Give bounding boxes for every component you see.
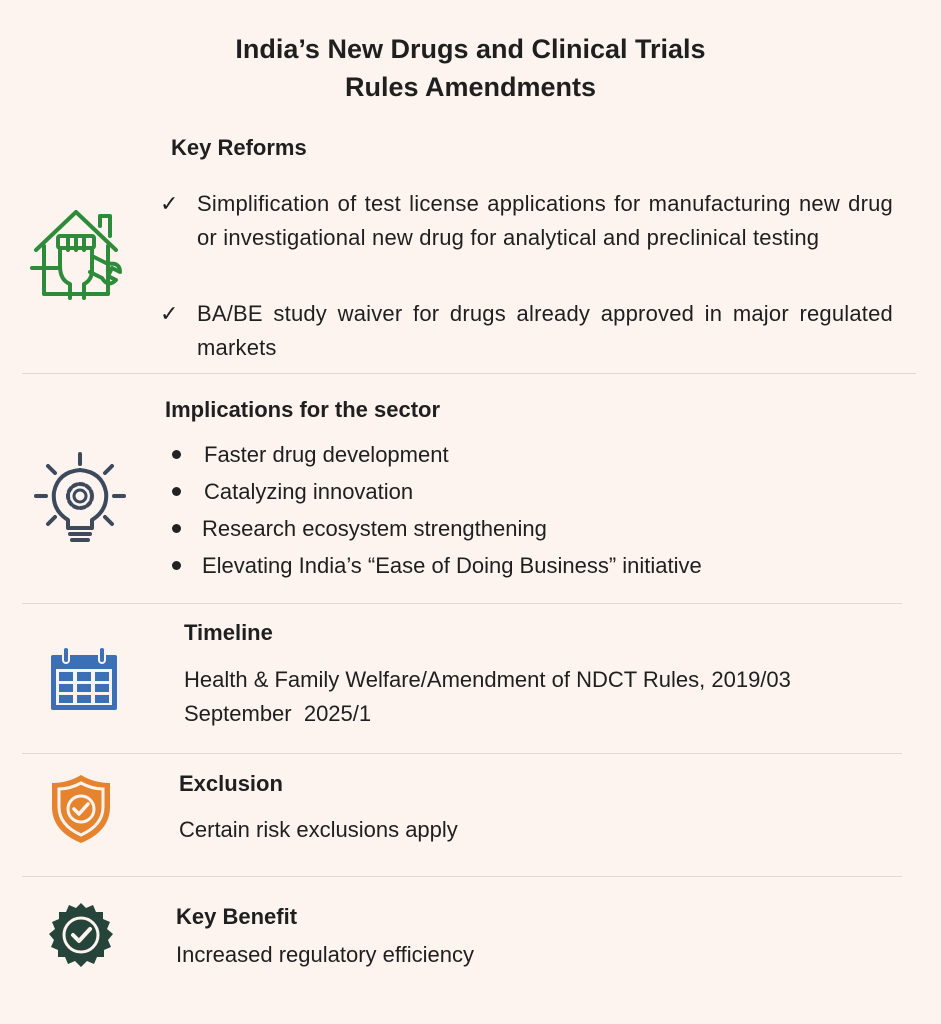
implication-text: Faster drug development [204, 442, 449, 467]
bullet-icon [172, 450, 181, 459]
page-title-line-1: India’s New Drugs and Clinical Trials [235, 34, 706, 64]
exclusion-text: Certain risk exclusions apply [179, 817, 458, 842]
lightbulb-gear-icon [34, 452, 126, 548]
house-fist-wrench-icon [28, 206, 124, 302]
badge-check-icon [47, 902, 115, 970]
calendar-icon [50, 645, 118, 711]
key-reform-item [160, 297, 893, 365]
implication-item [172, 549, 702, 583]
implication-item [172, 438, 449, 472]
implication-text: Elevating India’s “Ease of Doing Business” initiative [202, 553, 702, 578]
implication-item [172, 475, 413, 509]
section-divider [22, 373, 916, 374]
exclusion-heading: Exclusion [179, 771, 283, 796]
key-reform-text: Simplification of test license applications for manufacturing new drug or investigational new drug for analytical and preclinical testing [197, 191, 893, 250]
bullet-icon [172, 561, 181, 570]
key-reform-text: BA/BE study waiver for drugs already approved in major regulated markets [197, 301, 893, 360]
timeline-line-1: Health & Family Welfare/Amendment of NDCT Rules, 2019/03 [184, 667, 791, 692]
timeline-line-2: September 2025/1 [184, 701, 372, 726]
timeline-heading: Timeline [184, 620, 273, 645]
implication-item [172, 512, 547, 546]
checkmark-icon: ✓ [160, 301, 179, 326]
key-reform-item [160, 187, 893, 255]
key-benefit-heading: Key Benefit [176, 904, 298, 929]
section-divider [22, 603, 902, 604]
implication-text: Research ecosystem strengthening [202, 516, 547, 541]
bullet-icon [172, 487, 181, 496]
bullet-icon [172, 524, 181, 533]
section-divider [22, 876, 902, 877]
checkmark-icon: ✓ [160, 191, 179, 216]
page-title-line-2: Rules Amendments [344, 72, 597, 102]
key-benefit-text: Increased regulatory efficiency [176, 942, 474, 967]
implications-heading: Implications for the sector [165, 397, 441, 422]
implication-text: Catalyzing innovation [204, 479, 414, 504]
section-divider [22, 753, 902, 754]
key-reforms-heading: Key Reforms [171, 135, 307, 160]
shield-check-icon [50, 773, 112, 845]
